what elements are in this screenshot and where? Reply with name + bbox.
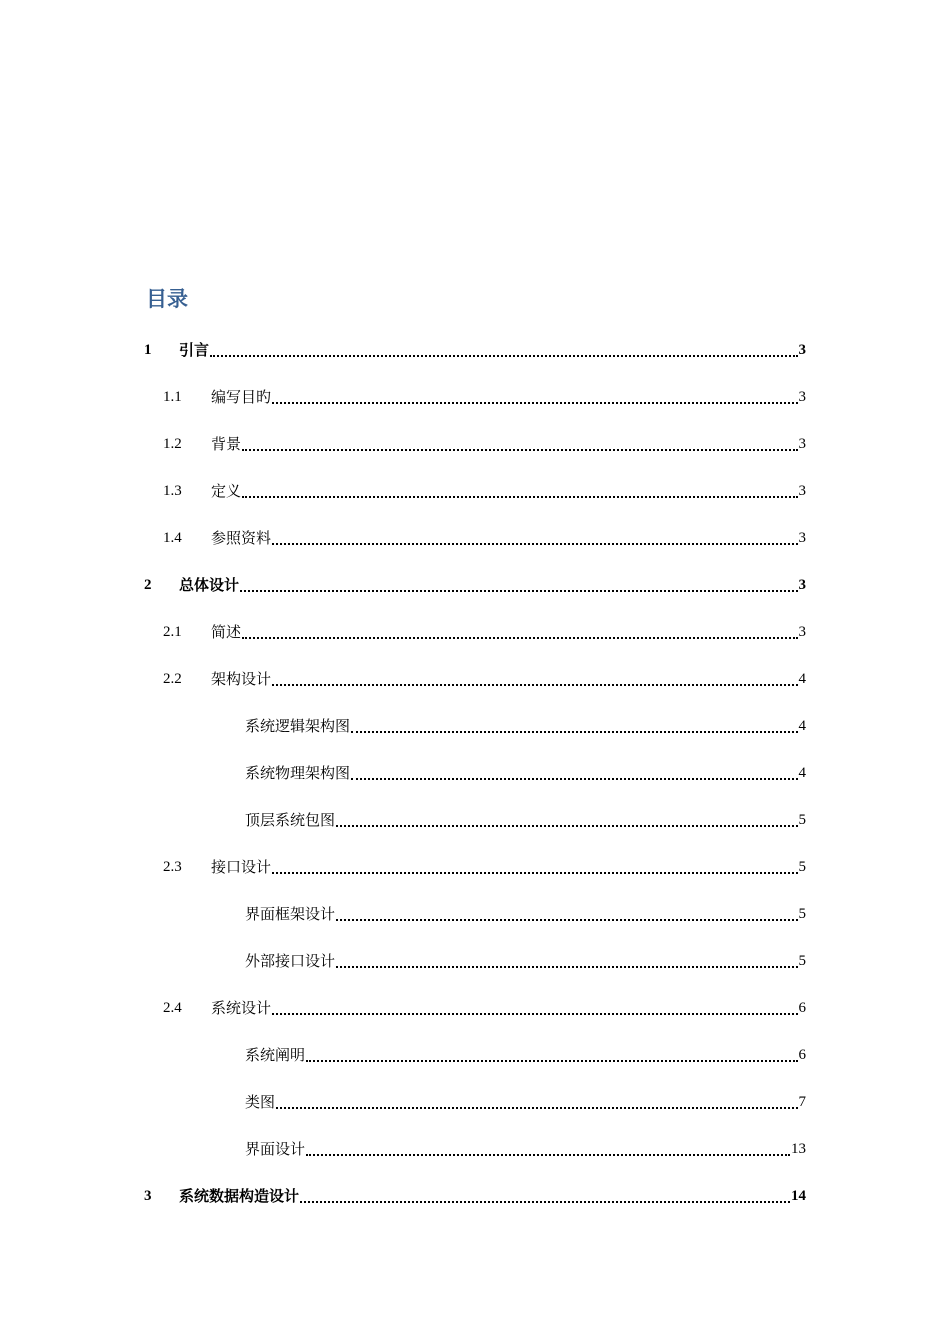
- toc-dot-leader: [272, 667, 797, 686]
- toc-entry[interactable]: [144, 1043, 806, 1090]
- toc-entry-title: 总体设计: [179, 576, 240, 594]
- toc-entry-number: 1.1: [163, 389, 182, 405]
- toc-dot-leader: [240, 573, 797, 592]
- toc-entry-number: 2.2: [163, 671, 182, 687]
- toc-entry[interactable]: [144, 667, 806, 714]
- toc-entry-title: 界面设计: [245, 1140, 306, 1158]
- toc-dot-leader: [336, 808, 797, 827]
- toc-entry-page: 4: [798, 765, 806, 781]
- toc-entry-page: 5: [798, 953, 806, 969]
- toc-entry-number: 1.2: [163, 436, 182, 452]
- toc-entry-number: 1.4: [163, 530, 182, 546]
- toc-entry-title: 简述: [211, 623, 242, 641]
- toc-entry-number: 1.3: [163, 483, 182, 499]
- toc-entry-title: 架构设计: [211, 670, 272, 688]
- toc-entry-title: 外部接口设计: [245, 952, 336, 970]
- toc-entry-title: 编写目旳: [211, 388, 272, 406]
- toc-entry[interactable]: [144, 902, 806, 949]
- toc-dot-leader: [276, 1090, 797, 1109]
- toc-entry[interactable]: [144, 855, 806, 902]
- toc-dot-leader: [272, 855, 797, 874]
- toc-entry-title: 类图: [245, 1093, 276, 1111]
- toc-entry[interactable]: [144, 761, 806, 808]
- toc-entry-page: 4: [798, 671, 806, 687]
- toc-entry-title: 系统物理架构图: [245, 764, 351, 782]
- toc-entry[interactable]: [144, 1184, 806, 1231]
- toc-entry-page: 3: [798, 389, 806, 405]
- toc-entry-title: 接口设计: [211, 858, 272, 876]
- toc-entry[interactable]: [144, 1090, 806, 1137]
- toc-entry[interactable]: [144, 808, 806, 855]
- toc-entry-page: 3: [798, 483, 806, 499]
- toc-entry-title: 背景: [211, 435, 242, 453]
- toc-entry-title: 参照资料: [211, 529, 272, 547]
- toc-entry[interactable]: [144, 996, 806, 1043]
- toc-entry-title: 定义: [211, 482, 242, 500]
- toc-entry-page: 3: [798, 530, 806, 546]
- toc-entry-title: 引言: [179, 341, 210, 359]
- toc-title: 目录: [146, 287, 188, 311]
- table-of-contents: [144, 338, 806, 1231]
- toc-entry-page: 3: [798, 342, 806, 358]
- toc-dot-leader: [336, 949, 797, 968]
- toc-entry[interactable]: [144, 949, 806, 996]
- toc-dot-leader: [336, 902, 797, 921]
- toc-entry-page: 4: [798, 718, 806, 734]
- toc-dot-leader: [351, 714, 797, 733]
- toc-dot-leader: [272, 385, 797, 404]
- toc-entry-page: 5: [798, 906, 806, 922]
- toc-entry[interactable]: [144, 1137, 806, 1184]
- toc-dot-leader: [210, 338, 797, 357]
- toc-entry[interactable]: [144, 714, 806, 761]
- toc-dot-leader: [242, 479, 797, 498]
- toc-entry-number: 2.3: [163, 859, 182, 875]
- toc-entry-page: 14: [791, 1188, 806, 1204]
- toc-entry[interactable]: [144, 620, 806, 667]
- toc-entry-page: 5: [798, 812, 806, 828]
- toc-dot-leader: [351, 761, 797, 780]
- toc-entry[interactable]: [144, 385, 806, 432]
- toc-dot-leader: [242, 432, 797, 451]
- toc-entry-number: 1: [144, 342, 152, 358]
- toc-entry-page: 3: [798, 624, 806, 640]
- toc-entry-number: 2: [144, 577, 152, 593]
- toc-entry[interactable]: [144, 338, 806, 385]
- toc-entry-title: 系统逻辑架构图: [245, 717, 351, 735]
- toc-entry[interactable]: [144, 432, 806, 479]
- toc-entry-page: 6: [798, 1000, 806, 1016]
- toc-entry-page: 13: [791, 1141, 806, 1157]
- toc-dot-leader: [272, 526, 797, 545]
- toc-entry-title: 界面框架设计: [245, 905, 336, 923]
- toc-entry[interactable]: [144, 573, 806, 620]
- toc-entry-number: 2.1: [163, 624, 182, 640]
- toc-entry-page: 7: [798, 1094, 806, 1110]
- toc-entry-number: 2.4: [163, 1000, 182, 1016]
- toc-dot-leader: [300, 1184, 790, 1203]
- toc-dot-leader: [306, 1043, 797, 1062]
- toc-entry-page: 6: [798, 1047, 806, 1063]
- toc-entry-title: 系统阐明: [245, 1046, 306, 1064]
- toc-entry[interactable]: [144, 479, 806, 526]
- toc-dot-leader: [272, 996, 797, 1015]
- toc-entry-page: 5: [798, 859, 806, 875]
- toc-entry-page: 3: [798, 577, 806, 593]
- toc-entry-number: 3: [144, 1188, 152, 1204]
- toc-entry[interactable]: [144, 526, 806, 573]
- toc-entry-title: 系统数据构造设计: [179, 1187, 300, 1205]
- toc-dot-leader: [242, 620, 797, 639]
- toc-entry-title: 顶层系统包图: [245, 811, 336, 829]
- toc-dot-leader: [306, 1137, 790, 1156]
- toc-entry-page: 3: [798, 436, 806, 452]
- toc-entry-title: 系统设计: [211, 999, 272, 1017]
